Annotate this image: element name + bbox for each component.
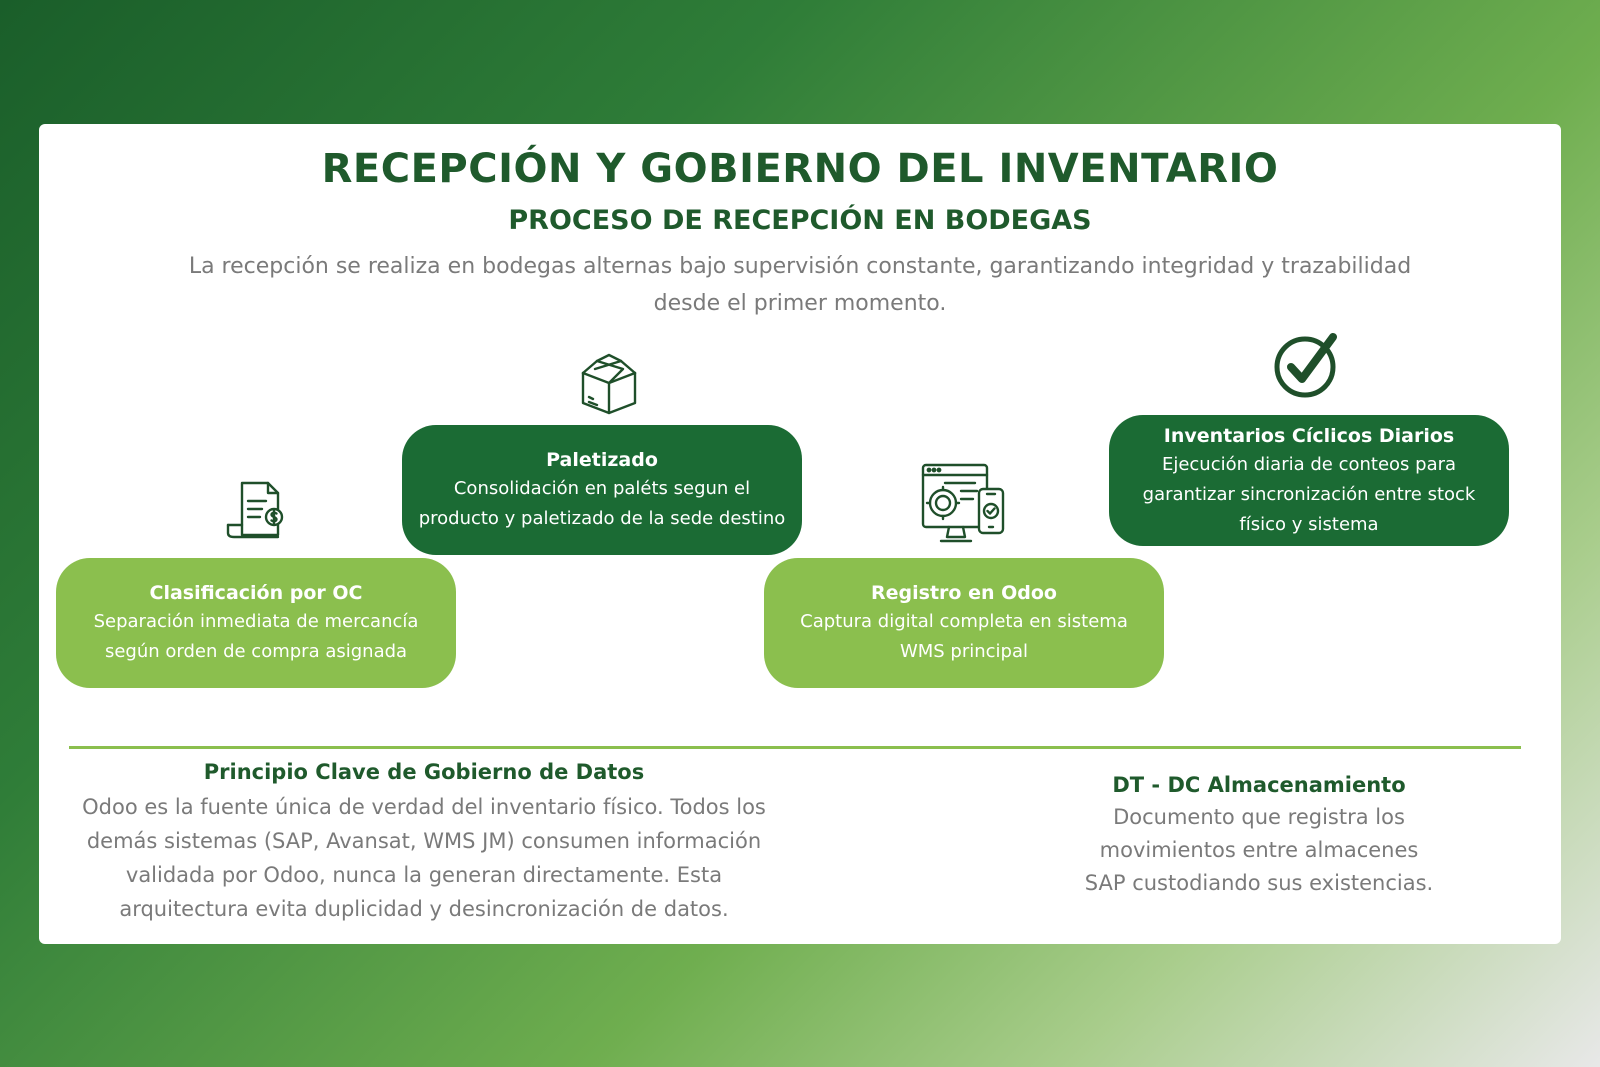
- step-description: Captura digital completa en sistema WMS principal: [800, 611, 1128, 662]
- step-title: Registro en Odoo: [871, 582, 1057, 604]
- content-card: [39, 124, 1561, 944]
- principle-section: [59, 754, 789, 926]
- step-title: Paletizado: [546, 449, 658, 471]
- step-registro-odoo: [764, 558, 1164, 688]
- document-title: DT - DC Almacenamiento: [1112, 773, 1406, 797]
- principle-body: Odoo es la fuente única de verdad del inventario físico. Todos los demás sistemas (SAP, Avansat, WMS JM) consumen información validada por Odoo, nunca la generan directamente. Esta arquitectura evita duplicidad y desincronización de datos.: [82, 795, 766, 921]
- section-divider: [69, 746, 1521, 749]
- step-paletizado: [402, 425, 802, 555]
- step-title: Clasificación por OC: [149, 582, 363, 604]
- step-clasificacion-oc: [56, 558, 456, 688]
- step-inventarios-ciclicos: [1109, 415, 1509, 546]
- document-section: [1084, 769, 1434, 900]
- invoice-document-icon: [222, 479, 292, 541]
- check-circle-icon: [1271, 329, 1343, 401]
- document-body: Documento que registra los movimientos entre almacenes SAP custodiando sus existencias.: [1084, 805, 1434, 895]
- computer-settings-icon: [919, 459, 1009, 549]
- principle-title: Principio Clave de Gobierno de Datos: [203, 760, 645, 784]
- box-icon: [575, 351, 643, 417]
- step-title: Inventarios Cíclicos Diarios: [1163, 424, 1455, 447]
- step-description: Consolidación en paléts segun el producto y paletizado de la sede destino: [418, 478, 786, 529]
- step-description: Separación inmediata de mercancía según orden de compra asignada: [93, 611, 419, 662]
- page-title: RECEPCIÓN Y GOBIERNO DEL INVENTARIO: [321, 146, 1279, 192]
- step-description: Ejecución diaria de conteos para garantizar sincronización entre stock físico y sistema: [1142, 453, 1476, 535]
- intro-text: La recepción se realiza en bodegas alternas bajo supervisión constante, garantizando integridad y trazabilidad desde el primer momento.: [188, 254, 1412, 316]
- page-subtitle: PROCESO DE RECEPCIÓN EN BODEGAS: [508, 205, 1092, 236]
